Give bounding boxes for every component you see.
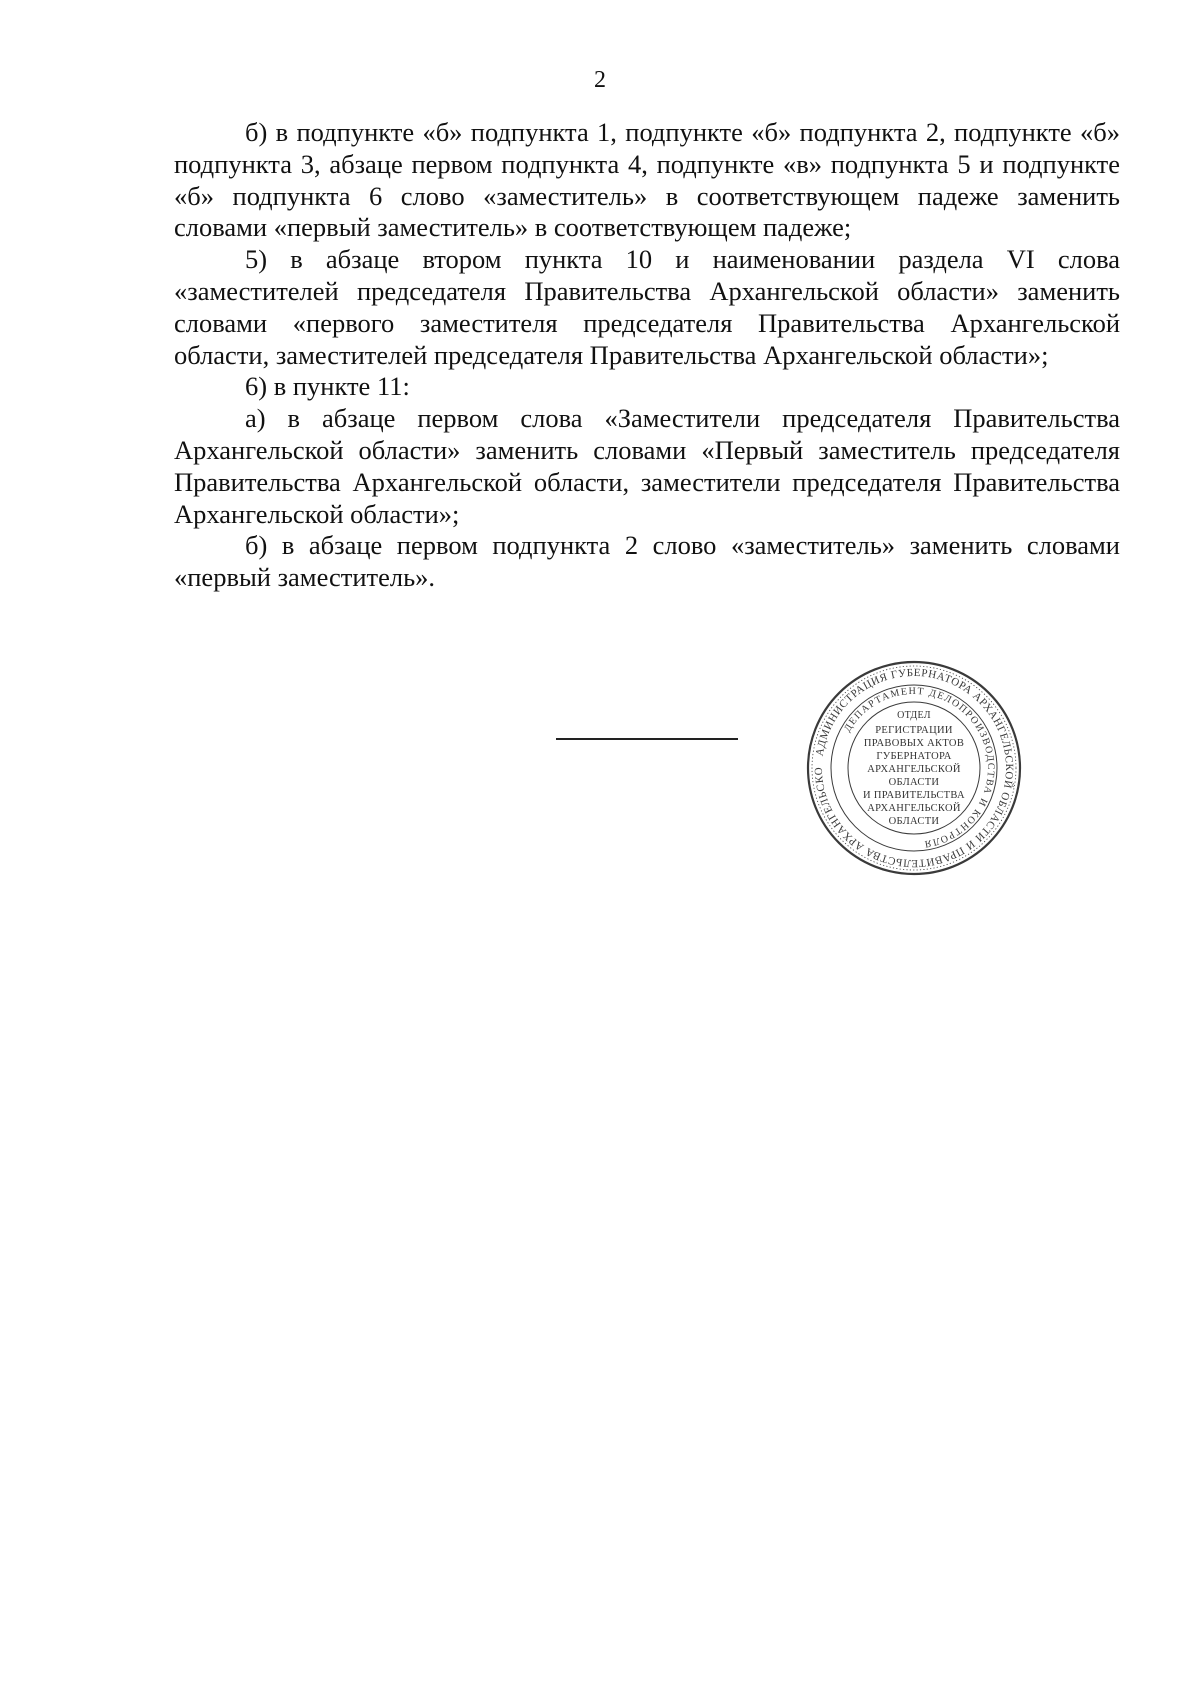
seal-line: ОБЛАСТИ [888, 776, 940, 788]
paragraph-5: 5) в абзаце втором пункта 10 и наименовании раздела VI слова «заместителей председателя Правительства Архангельской области» заменить словами «первого заместителя председателя Правительства Архангельской области, заместителей председателя Правительства Архангельской области»; [174, 244, 1120, 370]
seal-line: АРХАНГЕЛЬСКОЙ [867, 763, 961, 775]
official-seal [804, 658, 1024, 878]
seal-line: И ПРАВИТЕЛЬСТВА [863, 789, 965, 801]
paragraph-6b: б) в абзаце первом подпункта 2 слово «заместитель» заменить словами «первый заместитель». [174, 530, 1120, 593]
seal-line: ПРАВОВЫХ АКТОВ [863, 737, 965, 749]
seal-inner-text: ДЕПАРТАМЕНТ ДЕЛОПРОИЗВОДСТВА И КОНТРОЛЯ [842, 685, 997, 850]
paragraph-6: 6) в пункте 11: [245, 371, 410, 402]
paragraph-b-subpoints: б) в подпункте «б» подпункта 1, подпункте «б» подпункта 2, подпункте «б» подпункта 3, абзаце первом подпункта 4, подпункте «в» подпункта 5 и подпункте «б» подпункта 6 слово «заместитель» в соответствующем падеже заменить словами «первый заместитель» в соответствующем падеже; [174, 117, 1120, 243]
seal-line: РЕГИСТРАЦИИ [875, 724, 953, 736]
seal-line: ОТДЕЛ [897, 709, 931, 721]
paragraph-6a: а) в абзаце первом слова «Заместители председателя Правительства Архангельской области» заменить словами «Первый заместитель председателя Правительства Архангельской области, заместители председателя Правительства Архангельской области»; [174, 403, 1120, 529]
seal-line: ОБЛАСТИ [888, 815, 940, 827]
page-number: 2 [594, 67, 606, 93]
seal-line: АРХАНГЕЛЬСКОЙ [867, 802, 961, 814]
signature-line [556, 738, 738, 740]
seal-outer-text: АДМИНИСТРАЦИЯ ГУБЕРНАТОРА АРХАНГЕЛЬСКОЙ ОБЛАСТИ И ПРАВИТЕЛЬСТВА АРХАНГЕЛЬСКО [812, 666, 1016, 870]
seal-center-text [804, 658, 1024, 878]
document-body [174, 117, 1120, 594]
seal-line: ГУБЕРНАТОРА [876, 750, 952, 762]
